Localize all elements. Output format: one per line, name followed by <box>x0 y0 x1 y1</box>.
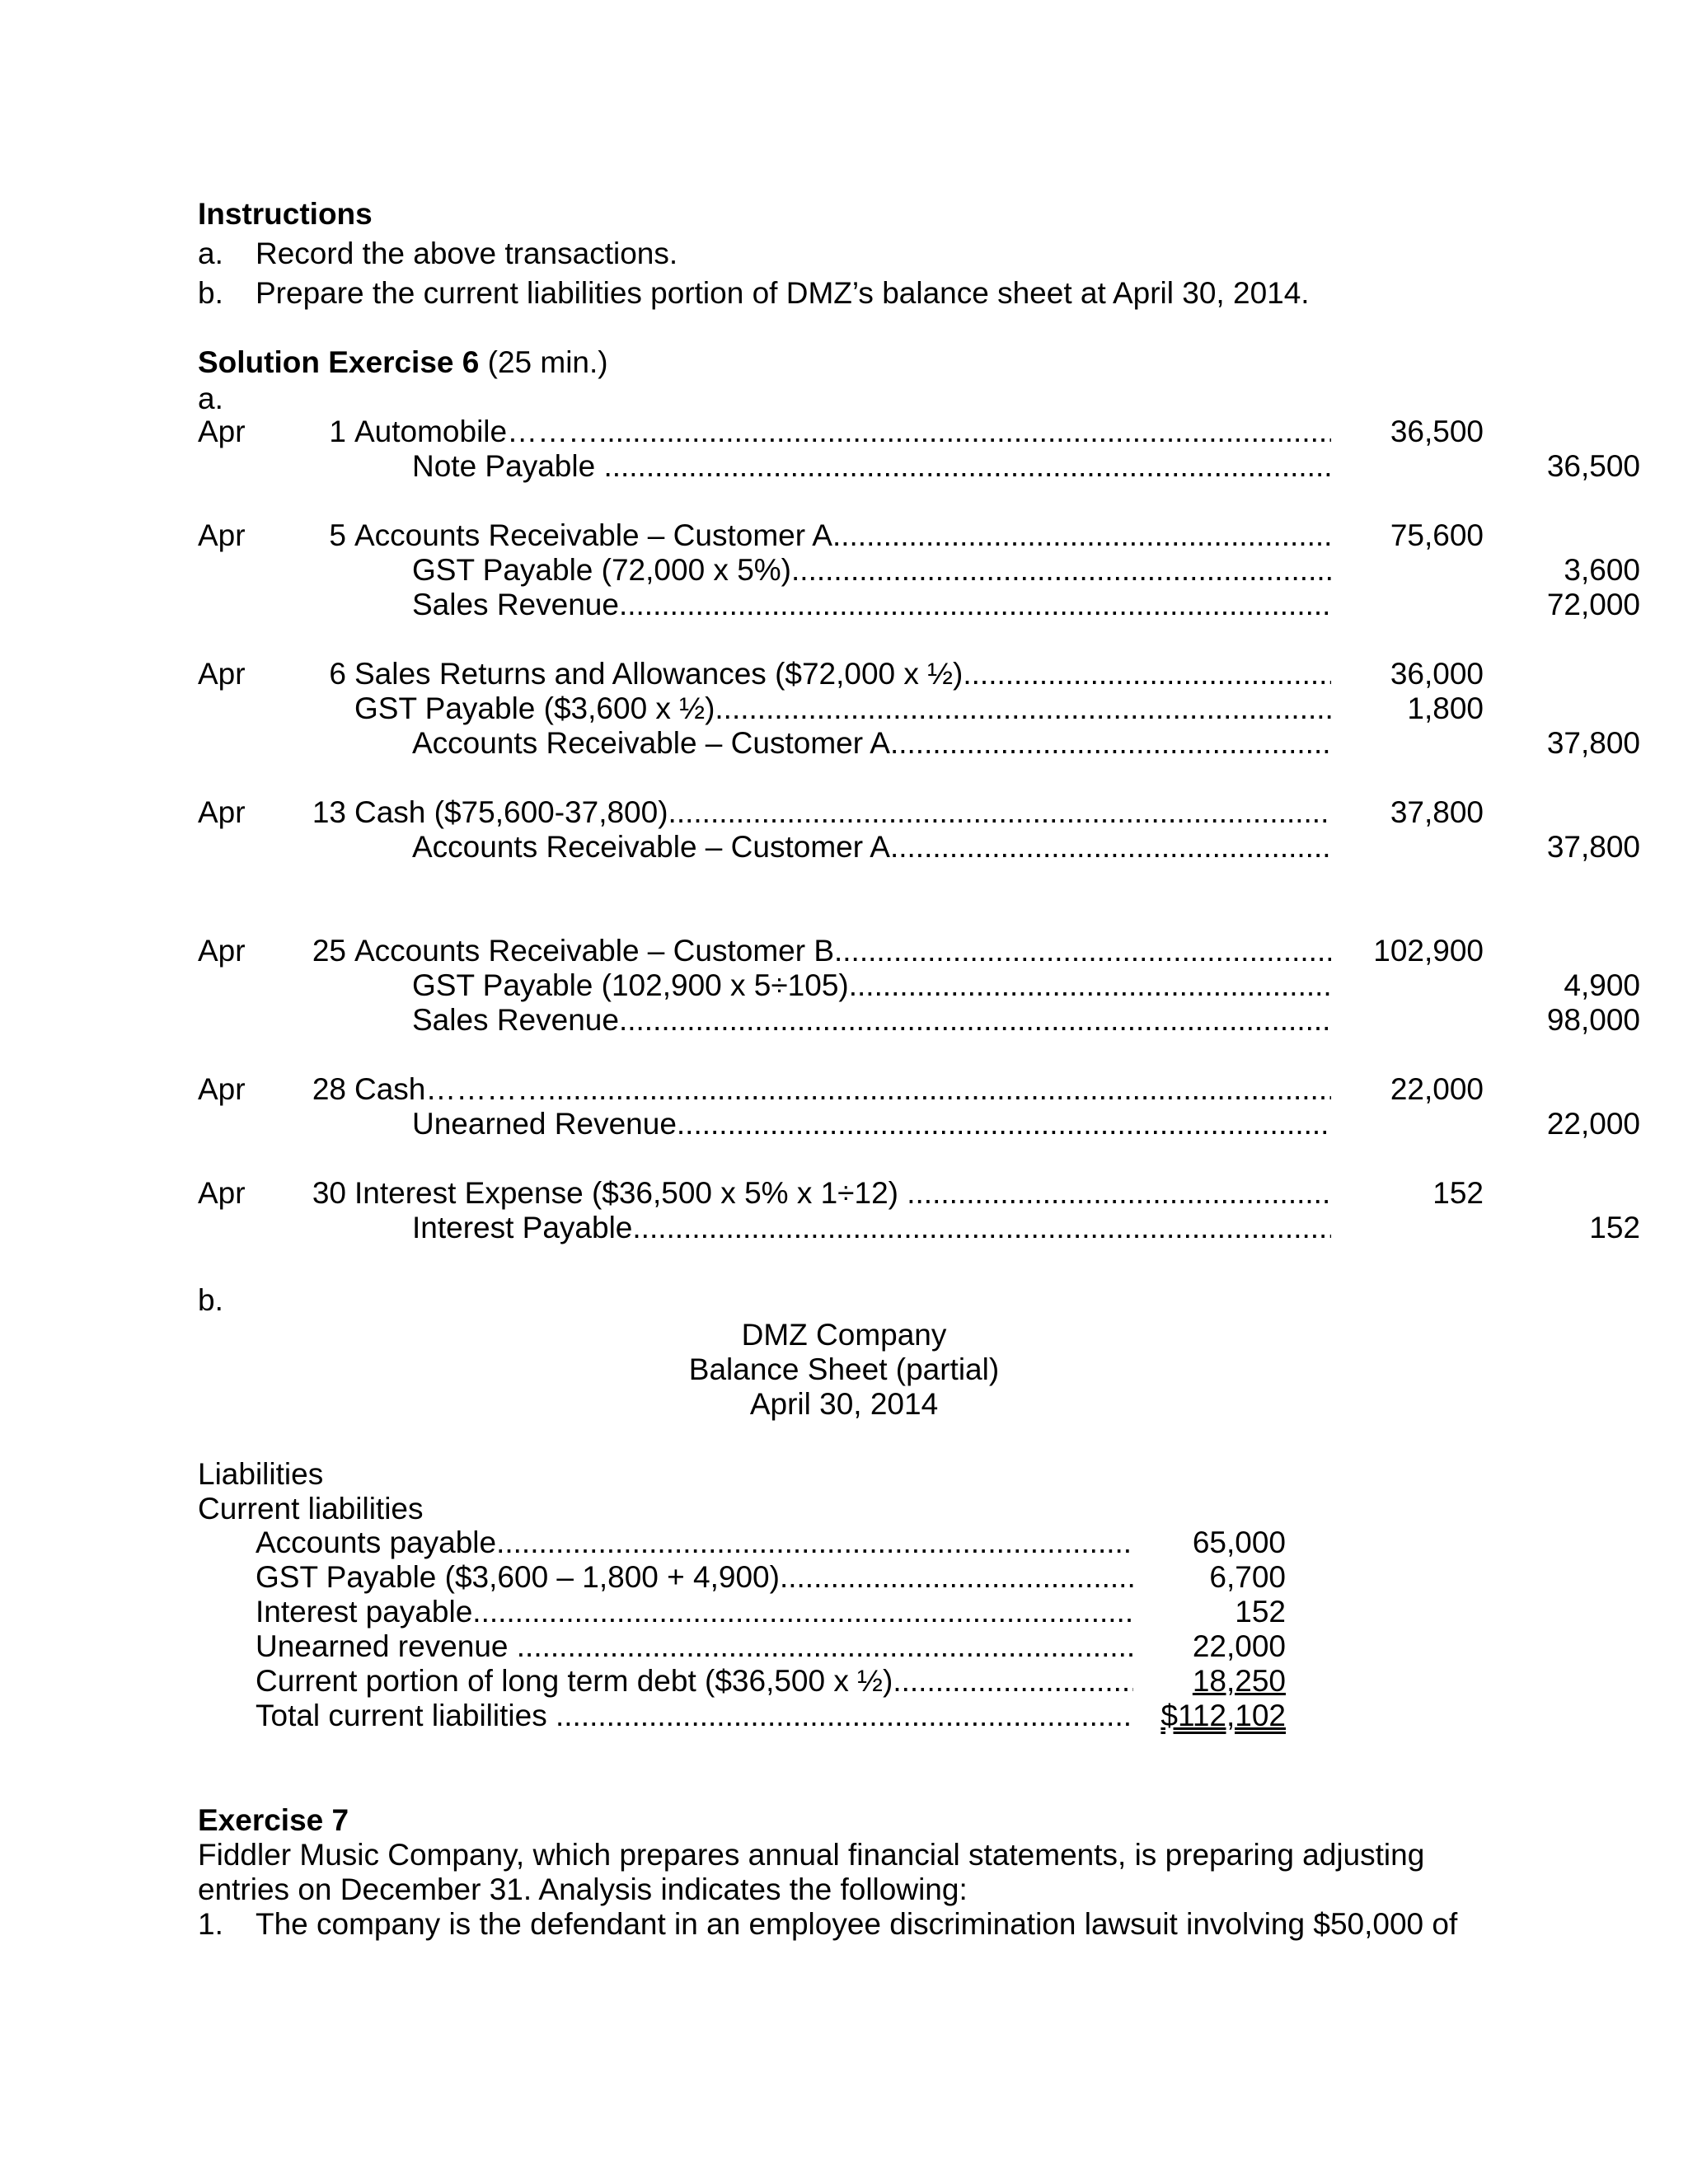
journal-account-text: GST Payable (102,900 x 5÷105) <box>412 968 849 1002</box>
journal-account-text: Accounts Receivable – Customer B <box>354 934 834 968</box>
exercise7-item-number: 1. <box>198 1907 223 1941</box>
journal-account-text: Interest Expense ($36,500 x 5% x 1÷12) <box>354 1176 907 1210</box>
balance-sheet-label-text: Current portion of long term debt ($36,500 x ½) <box>256 1664 893 1698</box>
leader-dots <box>619 588 1331 621</box>
balance-sheet-row <box>256 1699 1327 1733</box>
journal-account-text: Accounts Receivable – Customer A <box>412 830 890 864</box>
journal-row <box>198 657 1484 691</box>
balance-sheet-subsection: Current liabilities <box>198 1492 424 1526</box>
journal-account-text: GST Payable ($3,600 x ½) <box>354 691 715 725</box>
balance-sheet-label <box>256 1699 1133 1733</box>
exercise7-item-1 <box>198 1906 1457 1943</box>
journal-row <box>198 968 1640 1003</box>
journal-day: 28 <box>312 1072 346 1106</box>
journal-credit: 37,800 <box>1546 830 1640 864</box>
journal-day: 13 <box>312 795 346 829</box>
balance-sheet-label-text: Interest payable. <box>256 1595 481 1629</box>
journal-account <box>412 553 1331 588</box>
journal-debit: 36,000 <box>1390 657 1484 691</box>
part-b-label: b. <box>198 1283 223 1317</box>
journal-row <box>198 1107 1640 1141</box>
journal-account <box>412 830 1331 865</box>
journal-account-text: Accounts Receivable – Customer A <box>412 726 890 760</box>
balance-sheet-label <box>256 1595 1133 1629</box>
leader-dots <box>496 1526 1133 1559</box>
balance-sheet-label-text: Unearned revenue <box>256 1629 517 1663</box>
journal-row <box>198 1003 1640 1038</box>
journal-debit: 36,500 <box>1390 415 1484 448</box>
leader-dots <box>834 934 1331 968</box>
journal-account <box>354 518 1331 553</box>
solution-heading-rest: (25 min.) <box>479 345 608 379</box>
journal-account-text: Note Payable <box>412 449 604 483</box>
instruction-item-b <box>198 275 1310 312</box>
leader-dots <box>907 1176 1331 1210</box>
journal-month: Apr <box>198 934 246 968</box>
journal-credit: 36,500 <box>1546 449 1640 483</box>
journal-debit: 75,600 <box>1390 518 1484 552</box>
journal-account <box>354 795 1331 830</box>
balance-sheet-company: DMZ Company <box>741 1318 947 1352</box>
journal-row <box>198 553 1640 588</box>
instruction-text: Record the above transactions. <box>256 237 678 270</box>
journal-account-text: Interest Payable <box>412 1211 633 1244</box>
exercise7-paragraph-line1: Fiddler Music Company, which prepares annual financial statements, is preparing adjusting <box>198 1838 1425 1872</box>
leader-dots <box>791 553 1331 587</box>
journal-day: 1 <box>329 415 346 448</box>
journal-account <box>354 1072 1331 1107</box>
leader-dots <box>481 1595 1133 1629</box>
journal-account <box>412 1211 1331 1245</box>
balance-sheet-label <box>256 1629 1133 1664</box>
journal-row <box>198 691 1484 726</box>
balance-sheet-amount-value: $112,102 <box>1160 1699 1286 1732</box>
journal-month: Apr <box>198 795 246 829</box>
journal-account <box>354 934 1331 968</box>
balance-sheet-label-text: GST Payable ($3,600 – 1,800 + 4,900) <box>256 1560 780 1594</box>
journal-day: 30 <box>312 1176 346 1210</box>
journal-account <box>354 657 1331 691</box>
journal-day: 25 <box>312 934 346 968</box>
journal-account-text: Accounts Receivable – Customer A <box>354 518 832 552</box>
balance-sheet-amount-value: 6,700 <box>1209 1560 1286 1594</box>
journal-month: Apr <box>198 415 246 448</box>
leader-dots <box>890 830 1331 864</box>
balance-sheet-label-text: Total current liabilities <box>256 1699 556 1732</box>
journal-row <box>198 518 1484 553</box>
balance-sheet-row <box>256 1595 1327 1629</box>
journal-account <box>412 1107 1331 1141</box>
leader-dots <box>565 1072 1331 1106</box>
journal-account <box>354 691 1331 726</box>
journal-debit: 22,000 <box>1390 1072 1484 1106</box>
part-a-label: a. <box>198 382 223 415</box>
solution-heading <box>198 344 608 381</box>
leader-dots <box>832 518 1331 552</box>
leader-dots <box>890 726 1331 760</box>
journal-account <box>412 588 1331 622</box>
leader-dots <box>849 968 1331 1002</box>
instructions-heading: Instructions <box>198 197 373 231</box>
balance-sheet-amount-value: 18,250 <box>1192 1664 1286 1698</box>
journal-row <box>198 934 1484 968</box>
journal-account-text: Sales Revenue <box>412 588 619 621</box>
journal-account-text: GST Payable (72,000 x 5%) <box>412 553 792 587</box>
exercise7-heading: Exercise 7 <box>198 1803 349 1837</box>
balance-sheet-section: Liabilities <box>198 1457 324 1491</box>
leader-dots <box>677 1107 1331 1141</box>
journal-month: Apr <box>198 518 246 552</box>
balance-sheet-row <box>256 1560 1327 1595</box>
journal-account-text: Cash………….. <box>354 1072 565 1106</box>
journal-row <box>198 415 1484 449</box>
journal-credit: 98,000 <box>1546 1003 1640 1037</box>
instruction-text: Prepare the current liabilities portion of DMZ’s balance sheet at April 30, 2014. <box>256 276 1310 310</box>
journal-row <box>198 588 1640 622</box>
balance-sheet-amount <box>1146 1664 1286 1699</box>
journal-credit: 4,900 <box>1564 968 1640 1002</box>
instruction-item-a <box>198 236 678 272</box>
journal-account <box>354 1176 1331 1211</box>
journal-row <box>198 726 1640 761</box>
leader-dots <box>780 1560 1133 1594</box>
journal-account <box>412 968 1331 1003</box>
balance-sheet-amount <box>1146 1526 1286 1560</box>
journal-credit: 22,000 <box>1546 1107 1640 1141</box>
journal-account-text: Sales Returns and Allowances ($72,000 x ½) <box>354 657 964 691</box>
leader-dots <box>715 691 1331 725</box>
journal-month: Apr <box>198 657 246 691</box>
instruction-letter: b. <box>198 276 223 310</box>
journal-account <box>412 449 1331 484</box>
balance-sheet-amount-value: 22,000 <box>1192 1629 1286 1663</box>
balance-sheet-row <box>256 1629 1327 1664</box>
journal-account <box>412 1003 1331 1038</box>
balance-sheet-label <box>256 1664 1133 1699</box>
balance-sheet-amount <box>1146 1560 1286 1595</box>
balance-sheet-label-text: Accounts payable <box>256 1526 497 1559</box>
leader-dots <box>556 1699 1133 1732</box>
balance-sheet-amount <box>1146 1595 1286 1629</box>
journal-debit: 1,800 <box>1407 691 1484 725</box>
balance-sheet-amount-value: 152 <box>1235 1595 1286 1629</box>
balance-sheet-amount-value: 65,000 <box>1192 1526 1286 1559</box>
solution-heading-bold: Solution Exercise 6 <box>198 345 480 379</box>
leader-dots <box>632 1211 1331 1244</box>
leader-dots <box>893 1664 1133 1698</box>
balance-sheet-label <box>256 1560 1133 1595</box>
journal-credit: 3,600 <box>1564 553 1640 587</box>
journal-row <box>198 1211 1640 1245</box>
journal-day: 5 <box>329 518 346 552</box>
journal-credit: 152 <box>1589 1211 1640 1244</box>
exercise7-item-text: The company is the defendant in an employee discrimination lawsuit involving $50,000 of <box>256 1907 1458 1941</box>
balance-sheet-title: Balance Sheet (partial) <box>688 1352 1000 1386</box>
journal-month: Apr <box>198 1176 246 1210</box>
journal-credit: 37,800 <box>1546 726 1640 760</box>
journal-row <box>198 449 1640 484</box>
journal-account-text: Sales Revenue <box>412 1003 619 1037</box>
journal-row <box>198 1072 1484 1107</box>
exercise7-paragraph-line2: entries on December 31. Analysis indicates the following: <box>198 1872 968 1906</box>
balance-sheet-amount <box>1146 1629 1286 1664</box>
balance-sheet-amount <box>1146 1699 1286 1733</box>
leader-dots <box>619 1003 1331 1037</box>
journal-account <box>412 726 1331 761</box>
journal-debit: 152 <box>1432 1176 1484 1210</box>
leader-dots <box>668 795 1331 829</box>
journal-account <box>354 415 1331 449</box>
journal-row <box>198 1176 1484 1211</box>
journal-account-text: Unearned Revenue <box>412 1107 677 1141</box>
journal-row <box>198 795 1484 830</box>
journal-account-text: Cash ($75,600-37,800) <box>354 795 668 829</box>
journal-month: Apr <box>198 1072 246 1106</box>
journal-day: 6 <box>329 657 346 691</box>
leader-dots <box>603 449 1331 483</box>
journal-debit: 37,800 <box>1390 795 1484 829</box>
balance-sheet-row <box>256 1526 1327 1560</box>
balance-sheet-date: April 30, 2014 <box>749 1387 939 1421</box>
leader-dots <box>517 1629 1133 1663</box>
instruction-letter: a. <box>198 237 223 270</box>
journal-debit: 102,900 <box>1373 934 1484 968</box>
balance-sheet-label <box>256 1526 1133 1560</box>
leader-dots <box>598 415 1331 448</box>
balance-sheet-row <box>256 1664 1327 1699</box>
journal-credit: 72,000 <box>1546 588 1640 621</box>
journal-account-text: Automobile……… <box>354 415 599 448</box>
journal-row <box>198 830 1640 865</box>
